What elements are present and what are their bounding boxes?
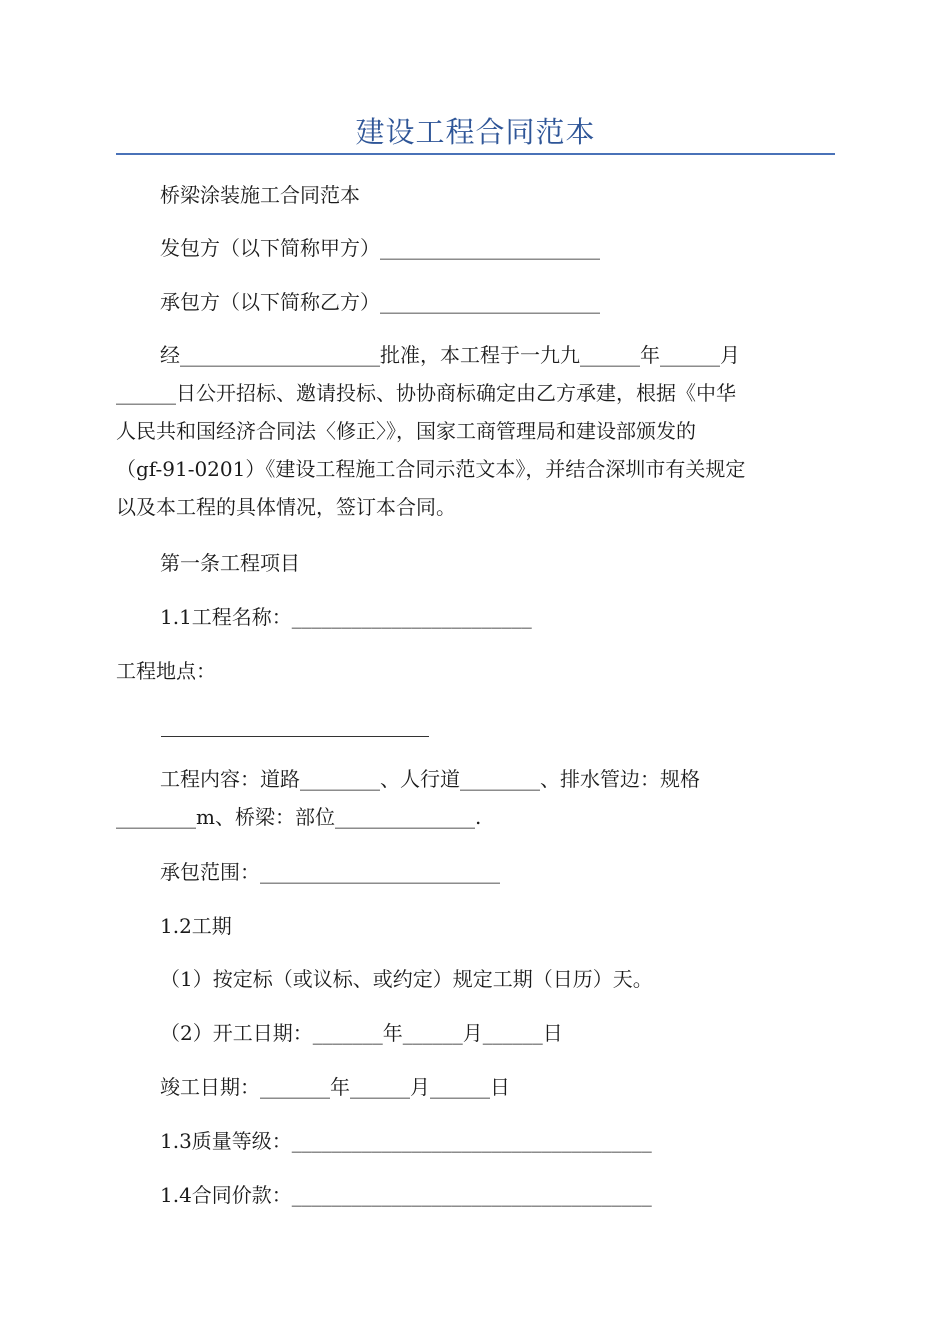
intro-line-3: 人民共和国经济合同法〈修正〉》，国家工商管理局和建设部颁发的 xyxy=(116,419,696,443)
project-content-paragraph xyxy=(116,760,835,836)
content-line-2: ________m、桥梁：部位______________. xyxy=(116,805,482,829)
intro-line-1: 经____________________批准，本工程于一九九______年______月 xyxy=(160,343,740,367)
contract-scope: 承包范围：________________________ xyxy=(160,860,500,884)
party-a-line: 发包方（以下简称甲方）______________________ xyxy=(160,236,600,260)
item-1-4-contract-price: 1.4合同价款：____________________________________ xyxy=(160,1183,652,1207)
content-line-1: 工程内容：道路________、人行道________、排水管边：规格 xyxy=(160,767,700,791)
intro-line-5: 以及本工程的具体情况，签订本合同。 xyxy=(116,495,456,519)
item-1-3-quality-grade: 1.3质量等级：____________________________________ xyxy=(160,1129,652,1153)
location-blank-line xyxy=(161,736,429,737)
title-underline xyxy=(116,153,835,155)
project-location-label: 工程地点： xyxy=(116,659,216,683)
contract-subtitle: 桥梁涂装施工合同范本 xyxy=(160,183,360,207)
article-1-heading: 第一条工程项目 xyxy=(160,551,300,575)
start-date: （2）开工日期：_______年______月______日 xyxy=(160,1021,563,1045)
intro-line-4: （gf-91-0201）《建设工程施工合同示范文本》，并结合深圳市有关规定 xyxy=(116,457,746,481)
item-1-1-project-name: 1.1工程名称：________________________ xyxy=(160,605,532,629)
item-1-2-duration-heading: 1.2工期 xyxy=(160,914,232,938)
party-b-line: 承包方（以下简称乙方）______________________ xyxy=(160,290,600,314)
document-title: 建设工程合同范本 xyxy=(355,115,596,149)
intro-line-2: ______日公开招标、邀请投标、协协商标确定由乙方承建，根据《中华 xyxy=(116,381,736,405)
duration-days: （1）按定标（或议标、或约定）规定工期（日历）天。 xyxy=(160,967,653,991)
completion-date: 竣工日期：_______年______月______日 xyxy=(160,1075,510,1099)
intro-paragraph xyxy=(116,336,835,526)
